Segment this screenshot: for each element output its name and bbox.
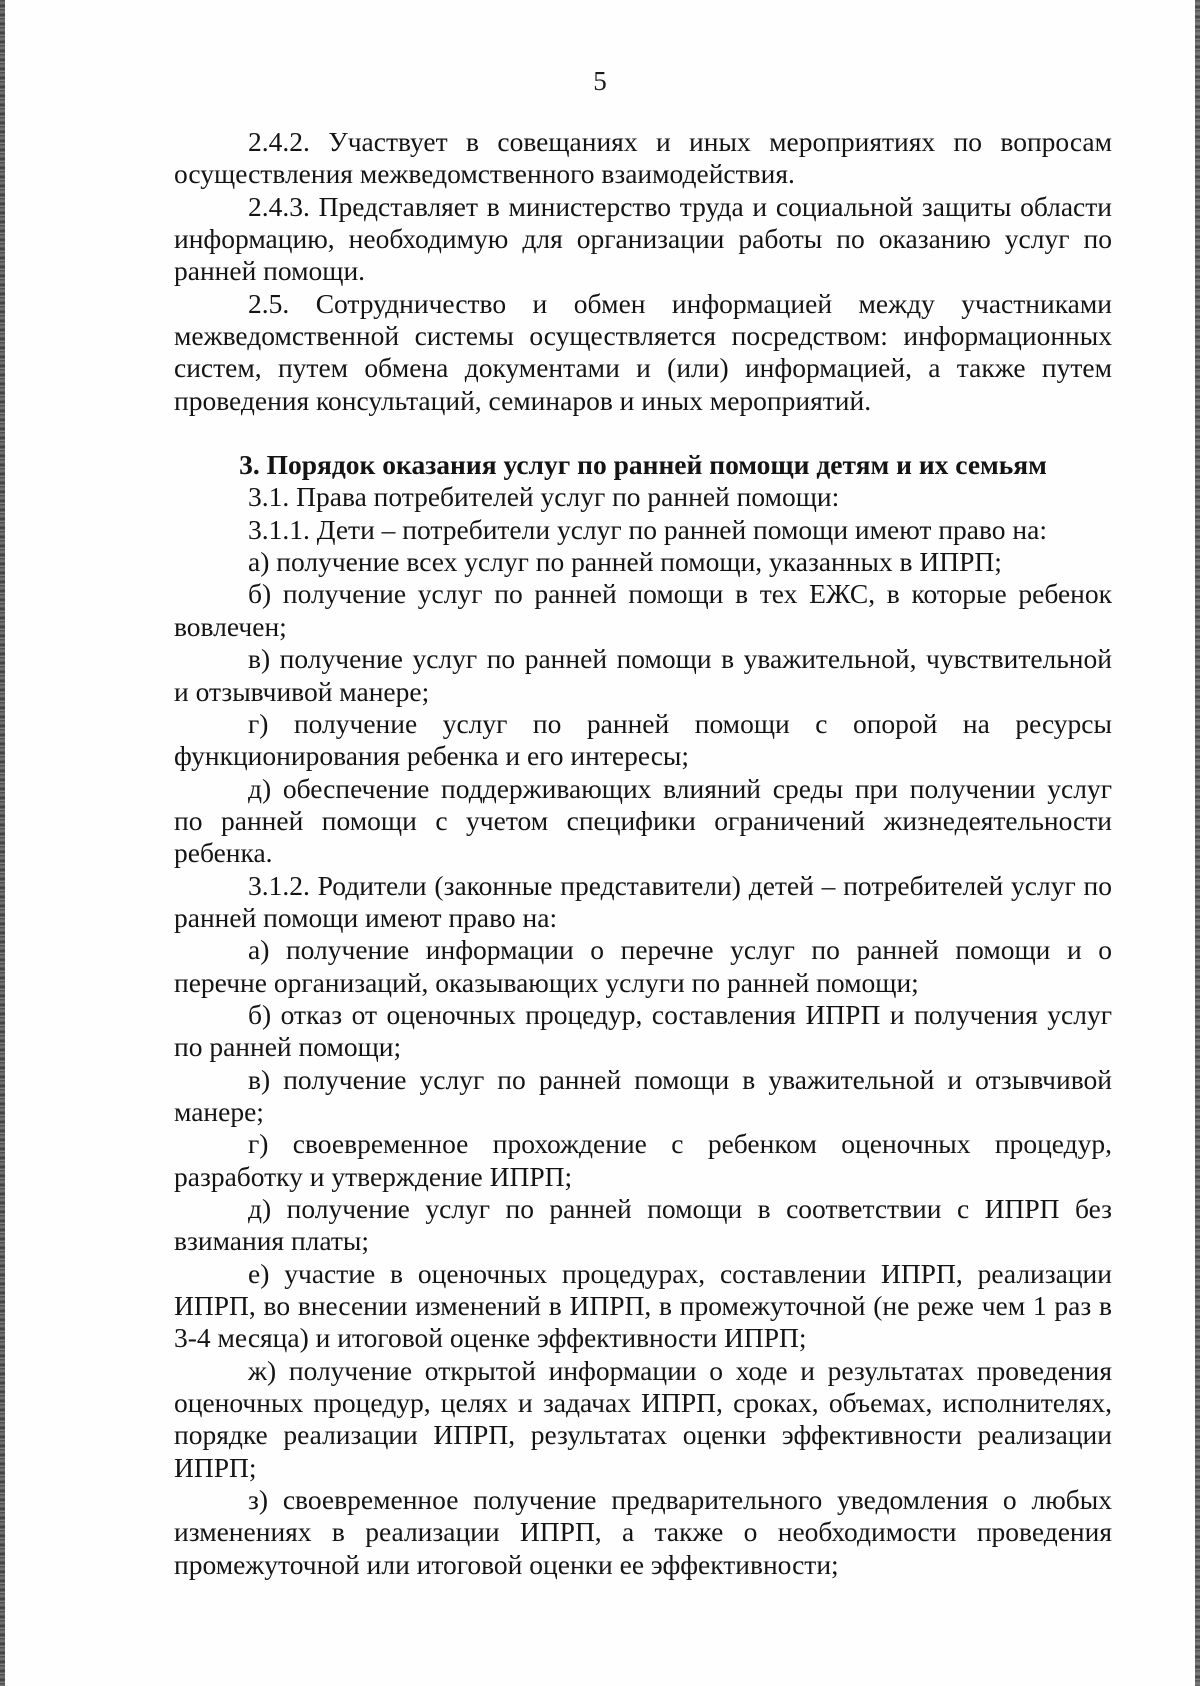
list-item-3-1-1-g: г) получение услуг по ранней помощи с опорой на ресурсы функционирования ребенка и его интересы; — [174, 707, 1112, 772]
list-item-3-1-2-a: а) получение информации о перечне услуг по ранней помощи и о перечне организаций, оказывающих услуги по ранней помощи; — [174, 934, 1112, 998]
paragraph-3-1-1: 3.1.1. Дети – потребители услуг по ранней помощи имеют право на: — [248, 513, 1047, 545]
list-item-3-1-2-d: д) получение услуг по ранней помощи в соответствии с ИПРП без взимания платы; — [174, 1193, 1112, 1257]
paragraph-2-4-3: 2.4.3. Представляет в министерство труда и социальной защиты области информацию, необходимую для организации работы по оказанию услуг по ранней помощи. — [174, 190, 1112, 287]
list-item-3-1-1-a: а) получение всех услуг по ранней помощи, указанных в ИПРП; — [248, 546, 1002, 578]
page-number: 5 — [593, 66, 607, 96]
document-body — [174, 126, 1112, 1581]
paragraph-2-4-2: 2.4.2. Участвует в совещаниях и иных мероприятиях по вопросам осуществления межведомственного взаимодействия. — [174, 126, 1112, 190]
list-item-3-1-1-v: в) получение услуг по ранней помощи в уважительной, чувствительной и отзывчивой манере; — [174, 643, 1112, 707]
list-item-3-1-1-d: д) обеспечение поддерживающих влияний среды при получении услуг по ранней помощи с учетом специфики ограничений жизнедеятельности ребенка. — [174, 772, 1112, 869]
scan-edge-right — [1195, 0, 1200, 1686]
list-item-3-1-2-e: е) участие в оценочных процедурах, составлении ИПРП, реализации ИПРП, во внесении изменений в ИПРП, в промежуточной (не реже чем 1 раз в 3-4 месяца) и итоговой оценке эффективности ИПРП; — [174, 1257, 1112, 1354]
list-item-3-1-2-z: з) своевременное получение предварительного уведомления о любых изменениях в реализации ИПРП, а также о необходимости проведения промежуточной или итоговой оценки ее эффективности; — [174, 1484, 1112, 1580]
paragraph-2-5: 2.5. Сотрудничество и обмен информацией между участниками межведомственной системы осуществляется посредством: информационных систем, путем обмена документами и (или) информацией, а также путем проведения консультаций, семинаров и иных мероприятий. — [174, 287, 1112, 416]
list-item-3-1-2-v: в) получение услуг по ранней помощи в уважительной и отзывчивой манере; — [174, 1063, 1112, 1127]
paragraph-3-1-2: 3.1.2. Родители (законные представители) детей – потребителей услуг по ранней помощи имеют право на: — [174, 869, 1112, 933]
paragraph-3-1: 3.1. Права потребителей услуг по ранней помощи: — [248, 481, 840, 513]
list-item-3-1-2-g: г) своевременное прохождение с ребенком оценочных процедур, разработку и утверждение ИПРП; — [174, 1128, 1112, 1192]
section-spacer — [174, 417, 1112, 449]
section-heading: 3. Порядок оказания услуг по ранней помощи детям и их семьям — [239, 449, 1047, 481]
list-item-3-1-1-b: б) получение услуг по ранней помощи в тех ЕЖС, в которые ребенок вовлечен; — [174, 578, 1112, 642]
list-item-3-1-2-zh: ж) получение открытой информации о ходе и результатах проведения оценочных процедур, целях и задачах ИПРП, сроках, объемах, исполнителях, порядке реализации ИПРП, результатах оценки эффективности реализации ИПРП; — [174, 1354, 1112, 1483]
scan-edge-left — [0, 0, 5, 1686]
list-item-3-1-2-b: б) отказ от оценочных процедур, составления ИПРП и получения услуг по ранней помощи; — [174, 998, 1112, 1063]
